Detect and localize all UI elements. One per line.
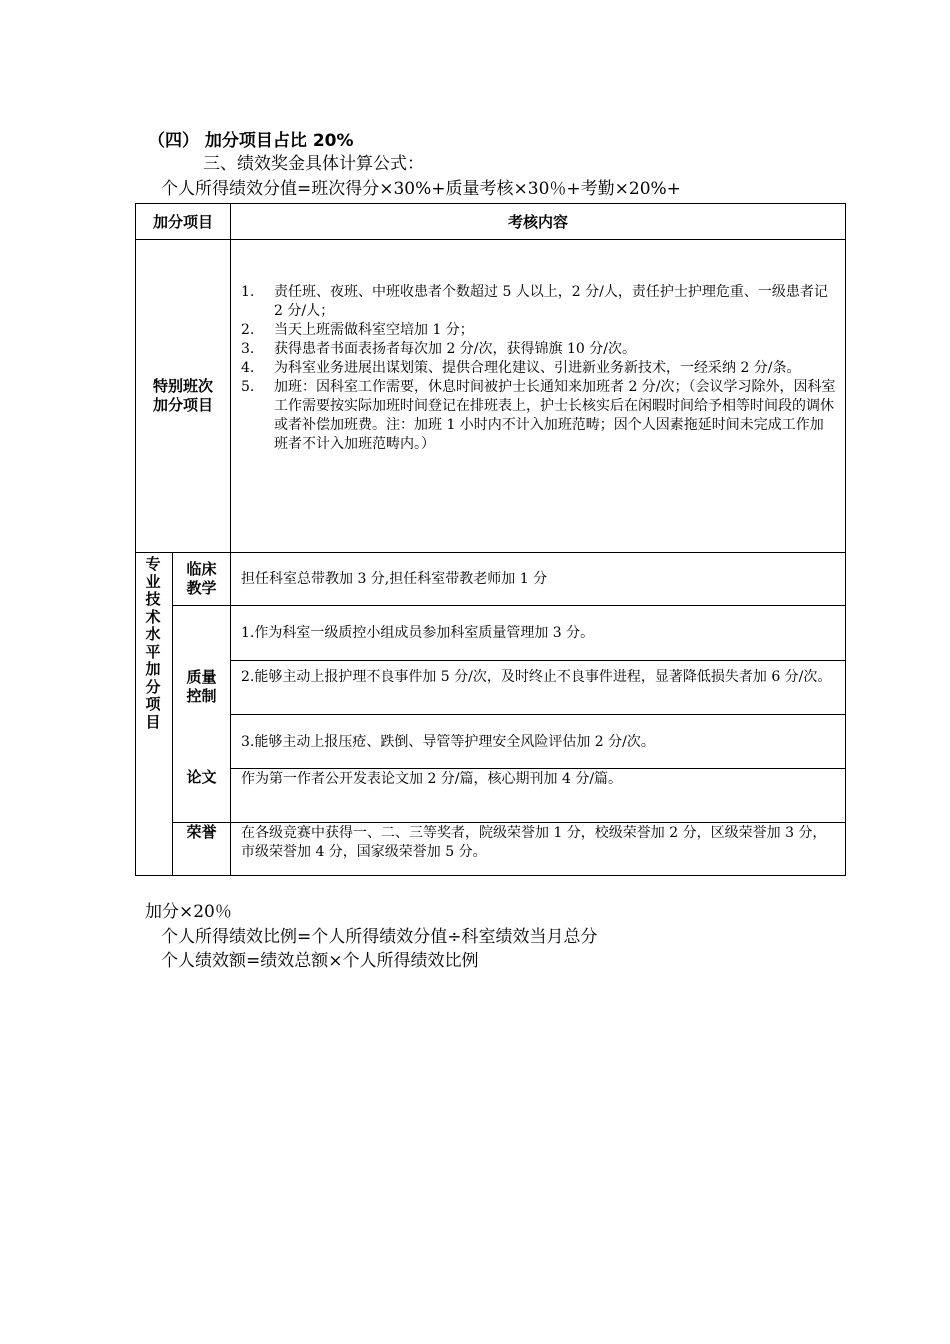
table-border-top [135,203,846,204]
after-table-line-2: 个人所得绩效比例=个人所得绩效分值÷科室绩效当月总分 [161,927,598,947]
table-row-divider [135,552,846,553]
table-row-divider [172,822,846,823]
list-number: 2. [241,322,255,338]
header-item: 加分项目 [152,213,213,231]
honor-content: 在各级竞赛中获得一、二、三等奖者，院级荣誉加 1 分，校级荣誉加 2 分，区级荣誉加 3 分，市级荣誉加 4 分，国家级荣誉加 5 分。 [241,825,827,860]
table-row-divider [230,660,846,661]
after-table-line-3: 个人绩效额=绩效总额×个人所得绩效比例 [161,951,479,971]
list-number: 4. [241,360,255,376]
table-row-divider [172,605,846,606]
formula-line: 个人所得绩效分值=班次得分×30%+质量考核×30％+考勤×20%+ [161,179,681,199]
special-shift-content [241,283,837,454]
list-text: 为科室业务进展出谋划策、提供合理化建议、引进新业务新技术，一经采纳 2 分/条。 [274,360,801,376]
quality-row-1: 1.作为科室一级质控小组成员参加科室质量管理加 3 分。 [241,625,595,641]
list-number: 1. [241,284,255,300]
professional-label-char: 平 [145,642,161,661]
list-item [241,378,837,454]
quality-control-label [173,668,230,706]
table-border-left [135,203,136,876]
special-shift-label-line1: 特别班次 [152,377,213,395]
list-text: 获得患者书面表扬者每次加 2 分/次，获得锦旗 10 分/次。 [274,341,636,357]
list-text: 当天上班需做科室空培加 1 分； [274,322,474,338]
professional-label-char: 目 [145,712,161,731]
clinical-label-line2: 教学 [186,579,217,597]
quality-label-line2: 控制 [186,687,217,705]
after-table-line-1: 加分×20％ [145,902,232,922]
professional-label-char: 项 [145,695,161,713]
clinical-teaching-content: 担任科室总带教加 3 分,担任科室带教老师加 1 分 [241,571,548,587]
list-item [241,321,837,340]
paper-content: 作为第一作者公开发表论文加 2 分/篇，核心期刊加 4 分/篇。 [241,771,623,787]
table-row-divider [230,714,846,715]
professional-label-char: 加 [145,660,161,678]
header-content: 考核内容 [507,213,568,231]
table-border-bottom [135,875,846,876]
table-border-right [845,203,846,876]
professional-label-char: 术 [145,607,161,626]
list-number: 5. [241,379,255,395]
quality-row-3: 3.能够主动上报压疮、跌倒、导管等护理安全风险评估加 2 分/次。 [241,734,655,750]
professional-label-char: 分 [145,677,161,696]
quality-label-line1: 质量 [186,668,217,686]
list-item [241,283,837,321]
list-text: 责任班、夜班、中班收患者个数超过 5 人以上，2 分/人，责任护士护理危重、一级患者记 2 分/人； [274,284,828,319]
section-heading: （四） 加分项目占比 20% [148,131,354,151]
list-item [241,359,837,378]
clinical-label-line1: 临床 [186,560,217,578]
special-shift-label [136,377,230,415]
professional-label [143,556,163,731]
list-number: 3. [241,341,255,357]
list-text: 加班：因科室工作需要，休息时间被护士长通知来加班者 2 分/次；（会议学习除外，因科室工作需要按实际加班时间登记在排班表上，护士长核实后在闲暇时间给予相等时间段的调休或者补偿加班费。注：加班 1 小时内不计入加班范畴；因个人因素拖延时间未完成工作加班者不计入加班范畴内。） [274,379,836,452]
table-row-divider [230,768,846,769]
section-title: 三、绩效奖金具体计算公式： [203,154,424,174]
clinical-teaching-label [173,560,230,598]
professional-label-char: 水 [145,625,161,643]
list-item [241,340,837,359]
quality-row-2: 2.能够主动上报护理不良事件加 5 分/次，及时终止不良事件进程，显著降低损失者加 6 分/次。 [241,669,832,685]
table-header-divider [135,239,846,240]
special-shift-label-line2: 加分项目 [152,396,213,414]
honor-label: 荣誉 [186,823,217,841]
paper-label: 论文 [186,768,217,786]
professional-label-char: 技 [145,590,161,608]
professional-label-char: 专 [145,555,161,573]
professional-label-char: 业 [145,572,161,591]
table-col-divider [230,203,231,875]
